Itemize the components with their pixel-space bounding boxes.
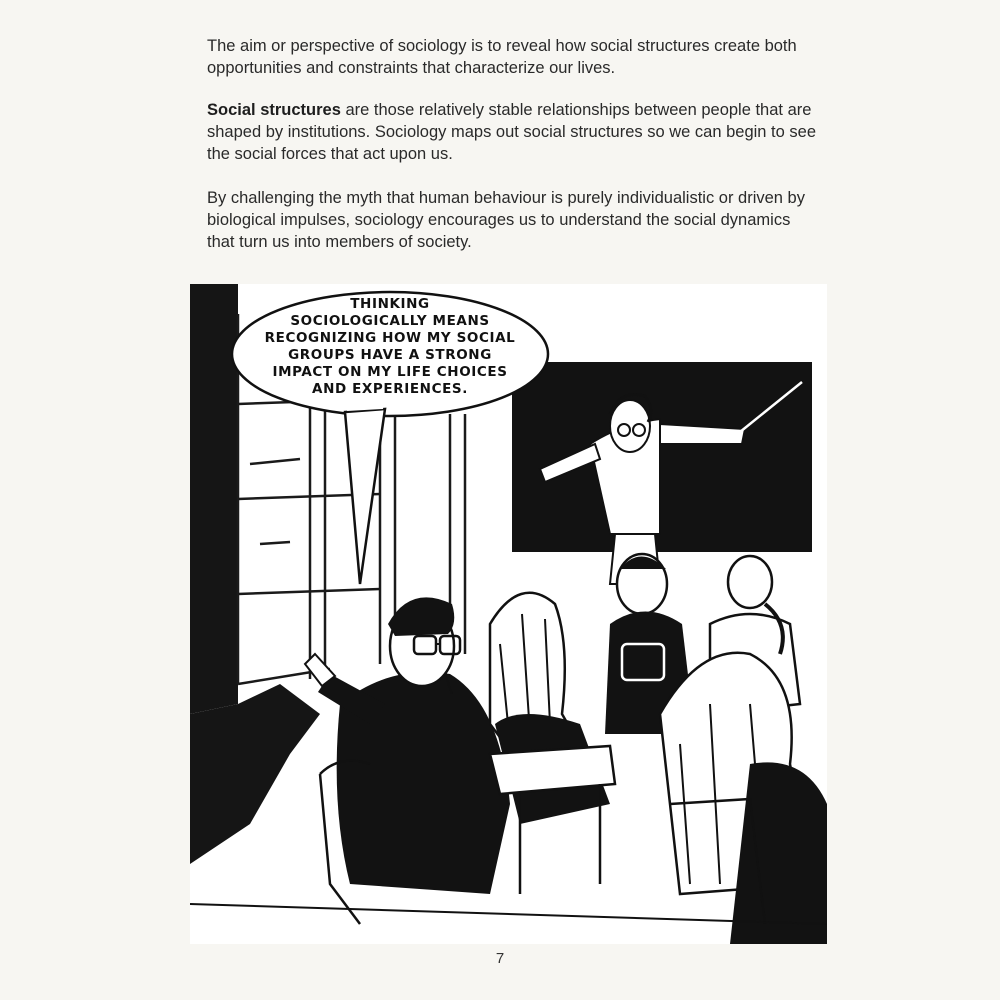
term-social-structures: Social structures: [207, 101, 341, 119]
paragraph-social-structures: [207, 99, 817, 165]
paragraph-challenging-myth: By challenging the myth that human behaviour is purely individualistic or driven by biological impulses, sociology encourages us to understand the social dynamics that turn us into members of society.: [207, 189, 805, 251]
page-number: 7: [495, 950, 505, 967]
definition-social-structures: are those relatively stable relationships between people that are shaped by institutions. Sociology maps out social structures so we can begin to see the social forces that act upon us.: [207, 101, 817, 163]
left-wall-shadow: [190, 284, 238, 714]
speech-bubble-text: THINKING SOCIOLOGICALLY MEANS RECOGNIZING HOW MY SOCIAL GROUPS HAVE A STRONG IMPACT ON MY LIFE CHOICES AND EXPERIENCES.: [264, 296, 516, 397]
chalkboard: [512, 362, 812, 552]
paragraph-aim-of-sociology: The aim or perspective of sociology is to reveal how social structures create both opportunities and constraints that characterize our lives.: [207, 37, 797, 77]
